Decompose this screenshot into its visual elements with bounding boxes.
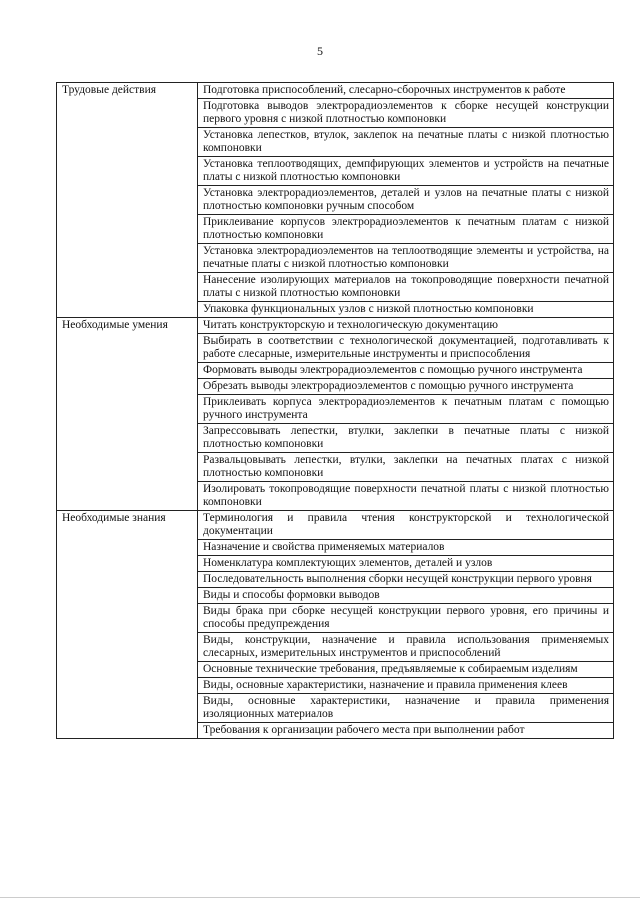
requirement-item: Нанесение изолирующих материалов на токопроводящие поверхности печатной платы с низкой плотностью компоновки [198, 273, 614, 302]
requirement-item: Выбирать в соответствии с технологической документацией, подготавливать к работе слесарные, измерительные инструменты и приспособления [198, 334, 614, 363]
requirement-item: Формовать выводы электрорадиоэлементов с помощью ручного инструмента [198, 363, 614, 379]
requirement-item: Виды, основные характеристики, назначение и правила применения клеев [198, 678, 614, 694]
page-number: 5 [317, 44, 323, 58]
requirement-item: Номенклатура комплектующих элементов, деталей и узлов [198, 556, 614, 572]
requirement-item: Установка электрорадиоэлементов, деталей и узлов на печатные платы с низкой плотностью компоновки ручным способом [198, 186, 614, 215]
table-row [57, 318, 614, 334]
requirement-item: Подготовка приспособлений, слесарно-сборочных инструментов к работе [198, 83, 614, 99]
requirement-item: Установка электрорадиоэлементов на теплоотводящие элементы и устройства, на печатные платы с низкой плотностью компоновки [198, 244, 614, 273]
requirement-item: Упаковка функциональных узлов с низкой плотностью компоновки [198, 302, 614, 318]
table-row [57, 83, 614, 99]
requirements-table [56, 82, 614, 739]
requirement-item: Установка лепестков, втулок, заклепок на печатные платы с низкой плотностью компоновки [198, 128, 614, 157]
table-body [57, 83, 614, 739]
requirement-item: Приклеивание корпусов электрорадиоэлементов к печатным платам с низкой плотностью компоновки [198, 215, 614, 244]
requirement-item: Изолировать токопроводящие поверхности печатной платы с низкой плотностью компоновки [198, 482, 614, 511]
requirement-item: Основные технические требования, предъявляемые к собираемым изделиям [198, 662, 614, 678]
requirement-item: Приклеивать корпуса электрорадиоэлементов к печатным платам с помощью ручного инструмента [198, 395, 614, 424]
requirement-item: Назначение и свойства применяемых материалов [198, 540, 614, 556]
requirement-item: Виды брака при сборке несущей конструкции первого уровня, его причины и способы предупреждения [198, 604, 614, 633]
requirement-item: Запрессовывать лепестки, втулки, заклепки в печатные платы с низкой плотностью компоновки [198, 424, 614, 453]
requirement-item: Последовательность выполнения сборки несущей конструкции первого уровня [198, 572, 614, 588]
requirement-item: Виды, основные характеристики, назначение и правила применения изоляционных материалов [198, 694, 614, 723]
requirement-item: Установка теплоотводящих, демпфирующих элементов и устройств на печатные платы с низкой плотностью компоновки [198, 157, 614, 186]
requirement-item: Развальцовывать лепестки, втулки, заклепки на печатных платах с низкой плотностью компоновки [198, 453, 614, 482]
requirement-item: Виды, конструкции, назначение и правила использования применяемых слесарных, измерительных инструментов и приспособлений [198, 633, 614, 662]
category-label: Необходимые знания [57, 511, 198, 739]
table-row [57, 511, 614, 540]
category-label: Необходимые умения [57, 318, 198, 511]
requirement-item: Терминология и правила чтения конструкторской и технологической документации [198, 511, 614, 540]
category-label: Трудовые действия [57, 83, 198, 318]
requirement-item: Обрезать выводы электрорадиоэлементов с помощью ручного инструмента [198, 379, 614, 395]
requirement-item: Подготовка выводов электрорадиоэлементов к сборке несущей конструкции первого уровня с низкой плотностью компоновки [198, 99, 614, 128]
requirement-item: Виды и способы формовки выводов [198, 588, 614, 604]
requirement-item: Читать конструкторскую и технологическую документацию [198, 318, 614, 334]
requirement-item: Требования к организации рабочего места при выполнении работ [198, 723, 614, 739]
page-bottom-divider [0, 897, 640, 898]
